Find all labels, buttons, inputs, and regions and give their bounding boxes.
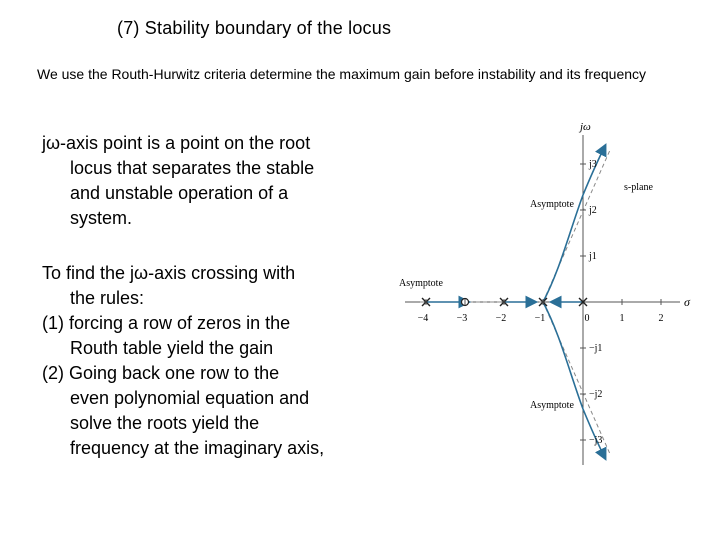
rule-item-1-cont: Routh table yield the gain — [70, 338, 274, 358]
rule-item-2-cont: even polynomial equation and — [70, 388, 310, 408]
imag-tick-label: −j3 — [589, 435, 603, 446]
imag-axis-label: jω — [580, 121, 591, 133]
intro-text: We use the Routh-Hurwitz criteria determine the maximum gain before instability and its frequency — [37, 66, 647, 82]
slide-title: (7) Stability boundary of the locus — [117, 18, 392, 38]
asymptote-label-left: Asymptote — [399, 278, 443, 289]
rule-item-2-cont: solve the roots yield the — [70, 413, 260, 433]
imag-tick-label: −j1 — [589, 343, 603, 354]
real-tick-label: −3 — [456, 313, 468, 324]
rule-item-1: (1) forcing a row of zeros in the — [42, 313, 291, 333]
real-tick-label: −1 — [534, 313, 546, 324]
rules-line: the rules: — [70, 288, 145, 308]
imag-tick-label: j2 — [589, 205, 597, 216]
real-axis-label: σ — [684, 295, 690, 309]
s-plane-label: s-plane — [624, 182, 653, 193]
real-tick-label: −2 — [495, 313, 507, 324]
asymptote-label-upper: Asymptote — [530, 199, 574, 210]
imag-tick-label: j3 — [589, 159, 597, 170]
definition-line: and unstable operation of a — [70, 183, 289, 203]
imag-tick-label: −j2 — [589, 389, 603, 400]
real-tick-label: 1 — [619, 313, 625, 324]
asymptote-label-lower: Asymptote — [530, 400, 574, 411]
definition-line: system. — [70, 208, 133, 228]
rule-item-2-cont: frequency at the imaginary axis, — [70, 438, 325, 458]
rule-item-2: (2) Going back one row to the — [42, 363, 280, 383]
rules-line: To find the jω-axis crossing with — [42, 263, 296, 283]
real-tick-label: 2 — [658, 313, 664, 324]
definition-line: locus that separates the stable — [70, 158, 315, 178]
imag-tick-label: j1 — [589, 251, 597, 262]
real-tick-label: −4 — [417, 313, 429, 324]
definition-line: jω-axis point is a point on the root — [42, 133, 311, 153]
real-tick-label: 0 — [584, 313, 590, 324]
